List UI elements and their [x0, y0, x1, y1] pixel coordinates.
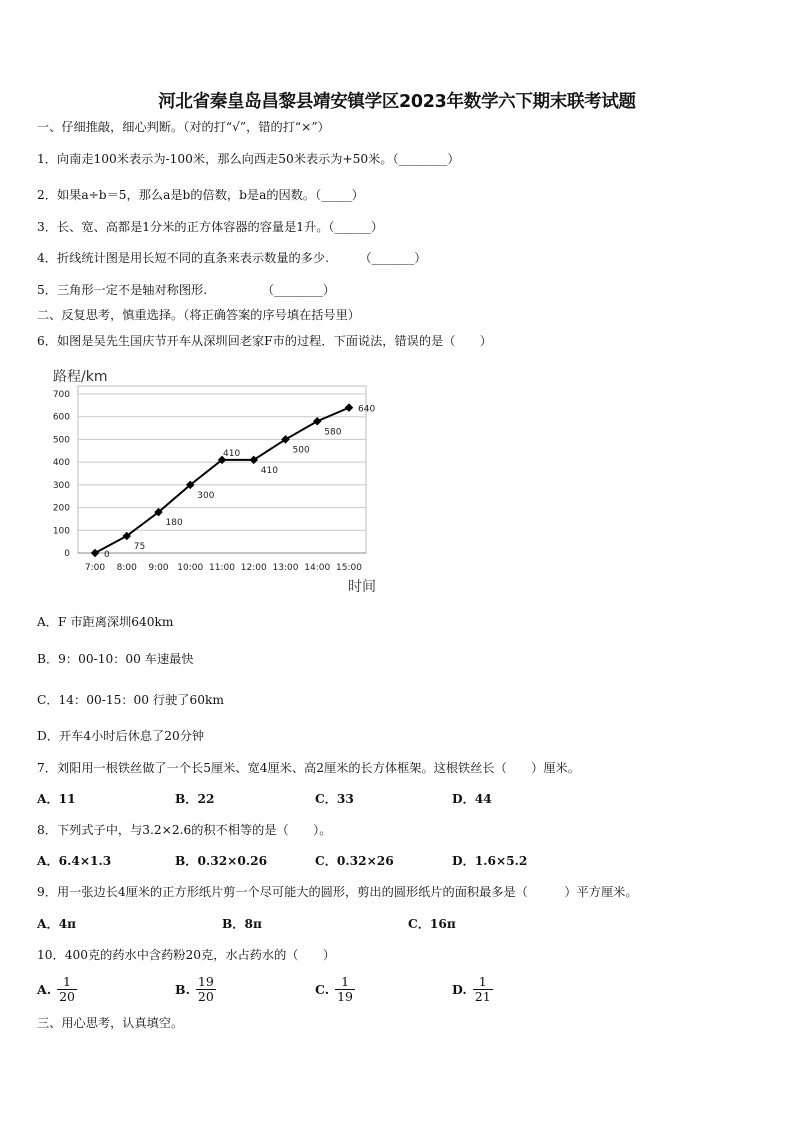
q6-option-d: D．开车4小时后休息了20分钟 — [37, 729, 205, 743]
q10-option-c — [315, 975, 355, 1004]
q10-option-b — [175, 975, 216, 1004]
q10-option-d-fraction — [473, 975, 493, 1004]
q10-option-d-label: D. — [452, 982, 467, 997]
q10-option-b-label: B. — [175, 982, 190, 997]
chart-data-label: 0 — [104, 550, 110, 560]
chart-data-labels — [104, 405, 375, 560]
chart-plot-frame — [78, 386, 366, 553]
q7-option-c: C．33 — [315, 792, 354, 806]
q7-option-a: A．11 — [37, 792, 76, 806]
chart-x-tick-label: 8:00 — [116, 563, 137, 573]
q10-option-a-numerator: 1 — [63, 974, 71, 989]
chart-data-label: 500 — [292, 445, 310, 456]
chart-data-label: 580 — [324, 427, 342, 438]
chart-y-tick-label: 0 — [64, 549, 70, 559]
q10-option-c-numerator: 1 — [341, 974, 350, 989]
q10-option-a-fraction — [57, 975, 77, 1004]
chart-series-line — [95, 408, 349, 553]
q10-option-d-denominator: 21 — [474, 989, 491, 1004]
question-7: 7．刘阳用一根铁丝做了一个长5厘米、宽4厘米、高2厘米的长方体框架。这根铁丝长（ ）厘米。 — [37, 761, 580, 775]
distance-line-chart — [50, 362, 390, 598]
chart-grid — [78, 386, 366, 553]
chart-x-tick-label: 14:00 — [304, 563, 331, 573]
chart-data-label: 300 — [197, 490, 215, 501]
q10-option-b-denominator: 20 — [197, 989, 214, 1004]
chart-x-tick-label: 9:00 — [148, 563, 169, 573]
question-9: 9．用一张边长4厘米的正方形纸片剪一个尽可能大的圆形，剪出的圆形纸片的面积最多是（ ）平方厘米。 — [37, 885, 638, 899]
chart-data-label: 75 — [133, 541, 146, 552]
chart-x-tick-label: 13:00 — [272, 563, 299, 573]
q10-option-d — [452, 975, 493, 1004]
chart-x-tick-label: 11:00 — [209, 563, 235, 573]
chart-y-axis-label: 路程/km — [53, 369, 108, 385]
q8-option-b: B．0.32×0.26 — [175, 854, 268, 868]
chart-y-tick-label: 500 — [52, 435, 70, 446]
q9-option-c: C．16π — [408, 917, 456, 931]
question-3: 3．长、宽、高都是1分米的正方体容器的容量是1升。（______） — [37, 220, 384, 234]
q6-option-b: B．9：00-10：00 车速最快 — [37, 652, 194, 666]
question-5: 5．三角形一定不是轴对称图形. （________） — [37, 283, 336, 297]
section-1-heading: 一、仔细推敲，细心判断。（对的打“√”，错的打“×”） — [37, 120, 330, 134]
q8-option-d: D．1.6×5.2 — [452, 854, 528, 868]
chart-data-label: 410 — [260, 465, 278, 476]
chart-data-point — [345, 403, 353, 411]
q6-option-a: A．F 市距离深圳640km — [37, 615, 174, 629]
q6-option-c: C．14：00-15：00 行驶了60km — [37, 693, 224, 707]
chart-y-tick-label: 600 — [52, 412, 70, 423]
q10-option-a-label: A. — [37, 982, 52, 997]
question-1: 1．向南走100米表示为-100米，那么向西走50米表示为+50米。（________） — [37, 152, 460, 166]
section-2-heading: 二、反复思考，慎重选择。（将正确答案的序号填在括号里） — [37, 308, 360, 322]
q10-option-d-numerator: 1 — [478, 974, 487, 989]
question-4: 4．折线统计图是用长短不同的直条来表示数量的多少. （_______） — [37, 251, 427, 265]
question-8: 8．下列式子中，与3.2×2.6的积不相等的是（ ）。 — [37, 823, 332, 837]
chart-x-tick-label: 7:00 — [84, 563, 106, 573]
q7-option-d: D．44 — [452, 792, 492, 806]
chart-data-label: 180 — [165, 518, 183, 529]
q7-option-b: B．22 — [175, 792, 215, 806]
chart-x-axis-label: 时间 — [348, 579, 376, 595]
chart-y-tick-label: 200 — [52, 503, 70, 514]
chart-x-tick-label: 10:00 — [177, 563, 204, 573]
q9-option-a: A．4π — [37, 917, 77, 931]
chart-data-label: 640 — [358, 404, 376, 415]
q10-option-c-fraction — [335, 975, 355, 1004]
section-3-heading: 三、用心思考，认真填空。 — [37, 1016, 184, 1030]
chart-x-ticks — [85, 563, 362, 573]
q10-option-b-fraction — [196, 975, 216, 1004]
chart-y-tick-label: 300 — [52, 480, 70, 491]
chart-x-tick-label: 15:00 — [336, 563, 362, 573]
q10-option-a — [37, 975, 77, 1004]
q10-option-c-denominator: 19 — [337, 989, 353, 1004]
chart-data-point — [91, 549, 99, 557]
question-10: 10．400克的药水中含药粉20克，水占药水的（ ） — [37, 948, 336, 962]
chart-y-ticks — [53, 390, 70, 559]
chart-y-tick-label: 700 — [52, 390, 70, 400]
q8-option-a: A．6.4×1.3 — [37, 854, 112, 868]
q9-option-b: B．8π — [222, 917, 262, 931]
q8-option-c: C．0.32×26 — [315, 854, 394, 868]
chart-y-tick-label: 400 — [52, 458, 70, 469]
chart-y-tick-label: 100 — [52, 526, 70, 537]
q10-option-c-label: C. — [315, 982, 330, 997]
chart-data-label: 410 — [223, 448, 241, 459]
q10-option-b-numerator: 19 — [197, 974, 214, 989]
chart-x-tick-label: 12:00 — [240, 563, 267, 573]
page-title: 河北省秦皇岛昌黎县靖安镇学区2023年数学六下期末联考试题 — [158, 92, 636, 112]
question-6: 6．如图是吴先生国庆节开车从深圳回老家F市的过程．下面说法，错误的是（ ） — [37, 334, 492, 348]
q10-option-a-denominator: 20 — [59, 989, 75, 1004]
question-2: 2．如果a÷b＝5，那么a是b的倍数，b是a的因数。（_____） — [37, 188, 364, 202]
chart-data-point — [313, 417, 321, 425]
